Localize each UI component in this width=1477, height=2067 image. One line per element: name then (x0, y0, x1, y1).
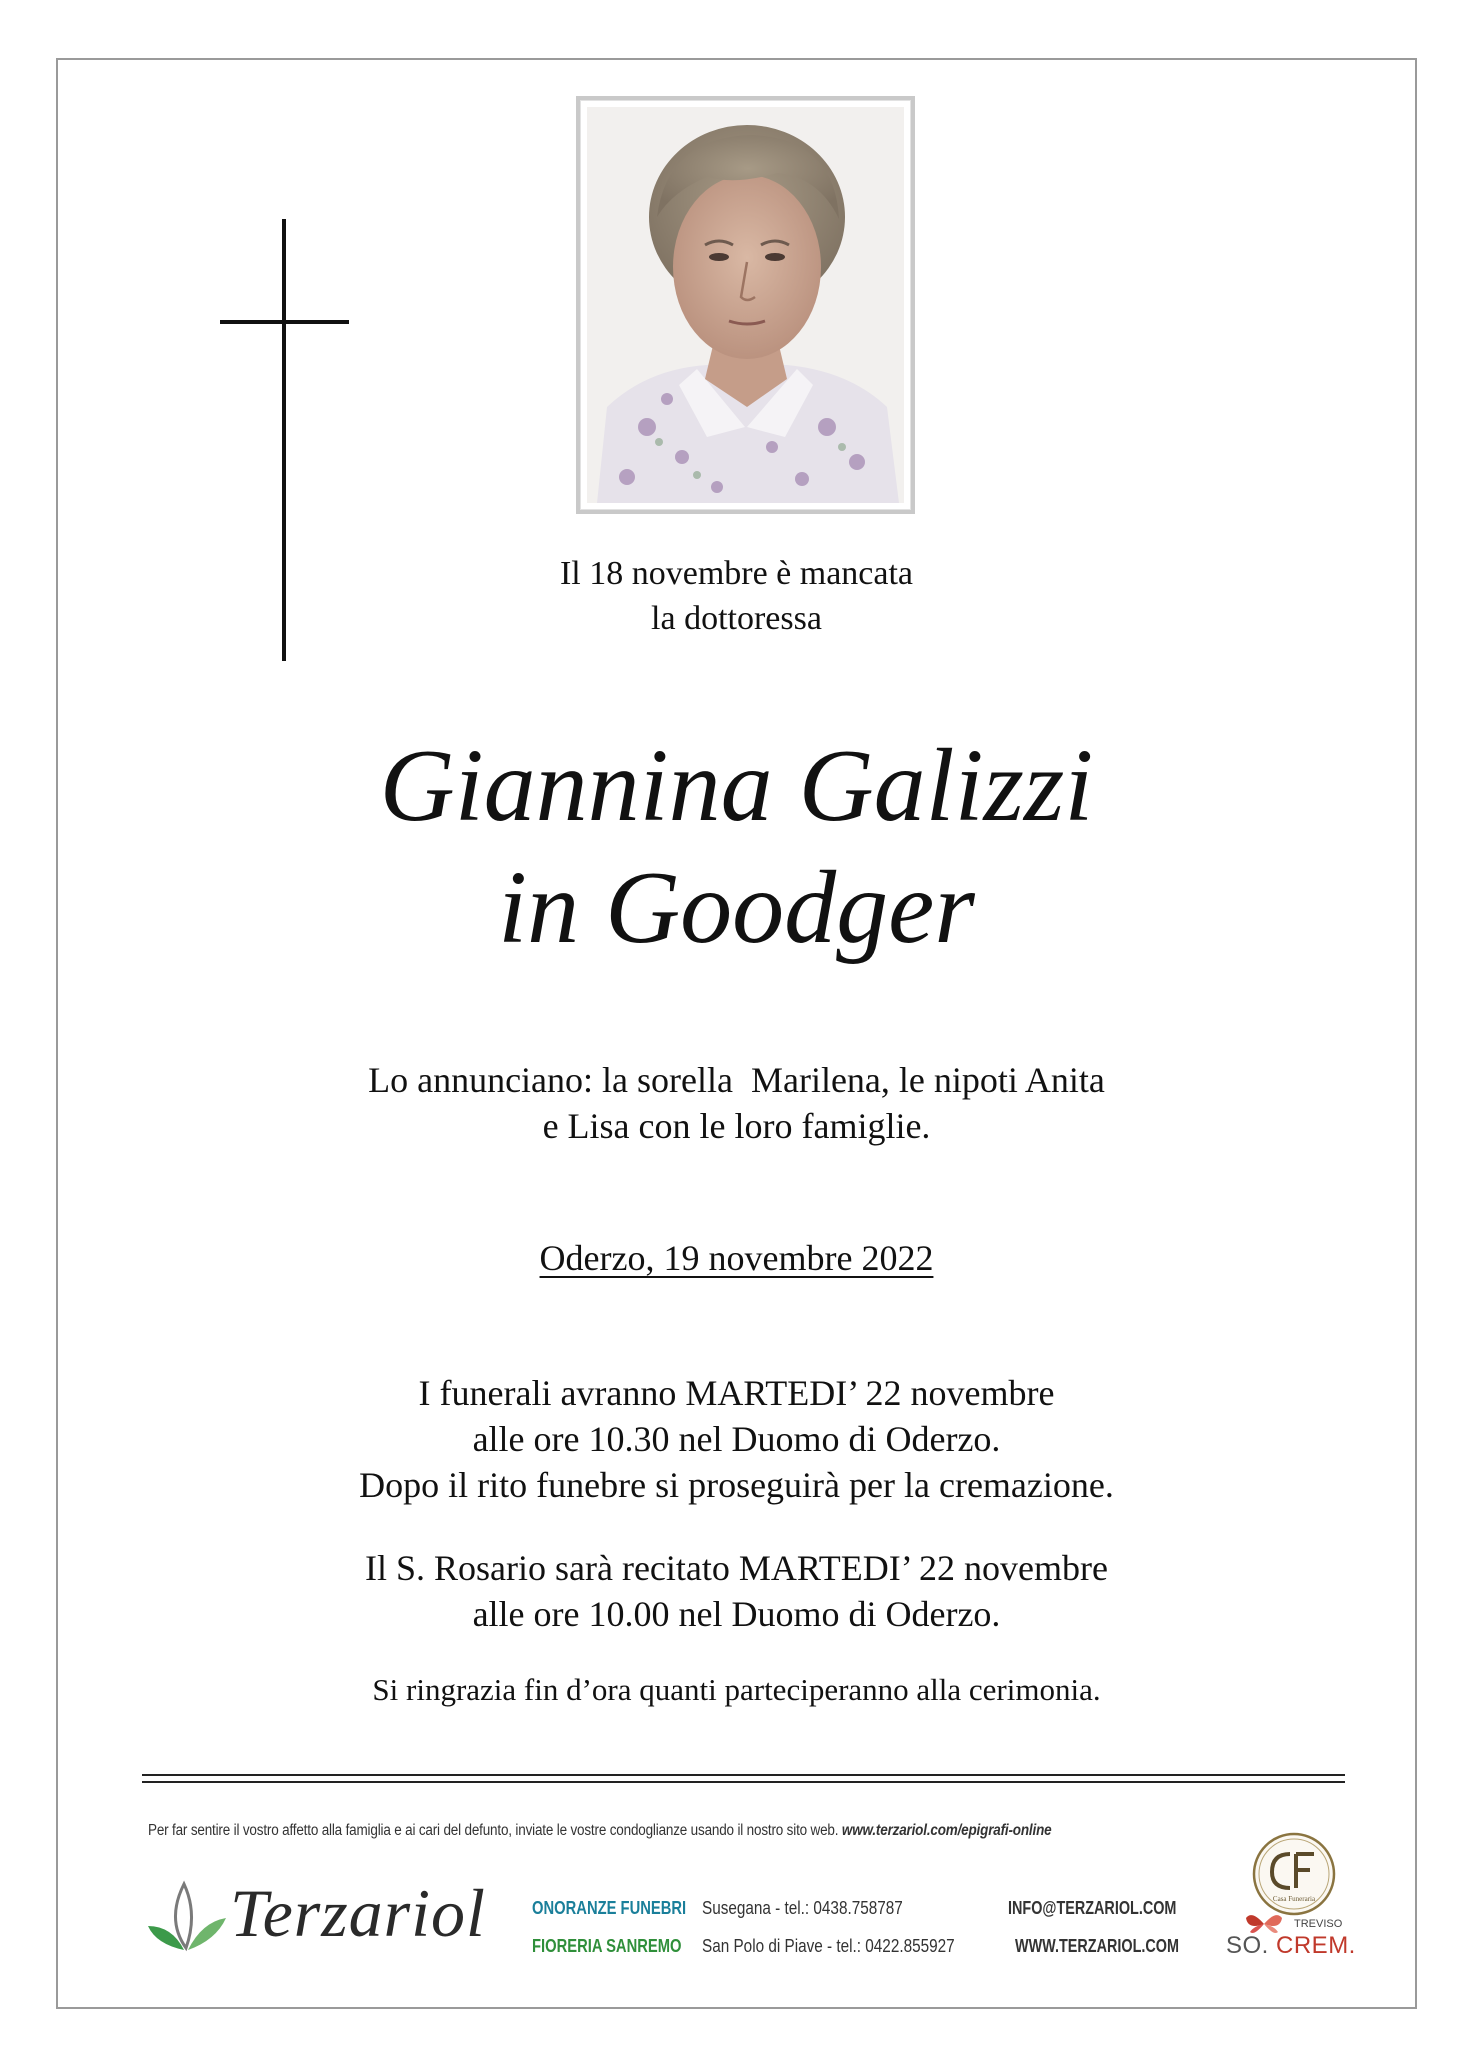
terzariol-brand (146, 1870, 536, 1960)
socrem-wordmark (1226, 1932, 1356, 1960)
name-line-1: Giannina Galizzi (379, 728, 1094, 843)
condolences-link[interactable]: www.terzariol.com/epigrafi-online (841, 1822, 1052, 1839)
portrait-photo (587, 107, 904, 503)
place-date (56, 1235, 1417, 1281)
announcement (56, 1057, 1417, 1149)
intro-line: Il 18 novembre è mancata (559, 555, 914, 592)
title-line: la dottoressa (651, 600, 822, 637)
rosary-info (56, 1545, 1417, 1637)
condolences-text: Per far sentire il vostro affetto alla famiglia e ai cari del defunto, inviate le vostre condoglianze usando il nostro sito web. (148, 1822, 839, 1839)
location-susegana: Susegana - tel.: 0438.758787 (702, 1898, 903, 1918)
service-funeral: ONORANZE FUNEBRI (532, 1898, 687, 1918)
location-san-polo: San Polo di Piave - tel.: 0422.855927 (702, 1936, 955, 1956)
name-line-2: in Goodger (498, 850, 975, 965)
website-link[interactable]: WWW.TERZARIOL.COM (1015, 1936, 1179, 1956)
thanks-text: Si ringrazia fin d’ora quanti parteciperanno alla cerimonia. (372, 1672, 1101, 1707)
intro-text (56, 551, 1417, 641)
brand-name: Terzariol (230, 1875, 486, 1951)
deceased-name (56, 725, 1417, 969)
socrem-prefix: SO. (1226, 1932, 1269, 1959)
divider-bottom (142, 1781, 1345, 1783)
rosary-line-2: alle ore 10.00 nel Duomo di Oderzo. (472, 1594, 1001, 1634)
email-link[interactable]: INFO@TERZARIOL.COM (1008, 1898, 1177, 1918)
funeral-line-1: I funerali avranno MARTEDI’ 22 novembre (418, 1373, 1055, 1413)
announce-line-1: Lo annunciano: la sorella Marilena, le nipoti Anita (368, 1060, 1105, 1100)
divider-top (142, 1774, 1345, 1776)
terzariol-leaf-logo (146, 1870, 230, 1960)
condolences-note (148, 1822, 1051, 1840)
place-date-text: Oderzo, 19 novembre 2022 (539, 1238, 934, 1278)
cross-horizontal-bar (220, 320, 349, 324)
socrem-suffix: CREM. (1276, 1932, 1356, 1959)
funeral-info (56, 1370, 1417, 1508)
socrem-city: TREVISO (1294, 1918, 1343, 1930)
socrem-logo (1222, 1910, 1356, 1970)
portrait-frame (576, 96, 915, 514)
announce-line-2: e Lisa con le loro famiglie. (542, 1106, 931, 1146)
service-florist: FIORERIA SANREMO (532, 1936, 682, 1956)
funeral-line-3: Dopo il rito funebre si proseguirà per la cremazione. (359, 1465, 1114, 1505)
portrait-illustration (587, 107, 904, 503)
casa-funeraria-emblem (1250, 1830, 1338, 1918)
rosary-line-1: Il S. Rosario sarà recitato MARTEDI’ 22 novembre (365, 1548, 1108, 1588)
funeral-line-2: alle ore 10.30 nel Duomo di Oderzo. (472, 1419, 1001, 1459)
casa-funeraria-logo (1250, 1830, 1338, 1918)
cf-label: Casa Funeraria (1272, 1895, 1316, 1903)
